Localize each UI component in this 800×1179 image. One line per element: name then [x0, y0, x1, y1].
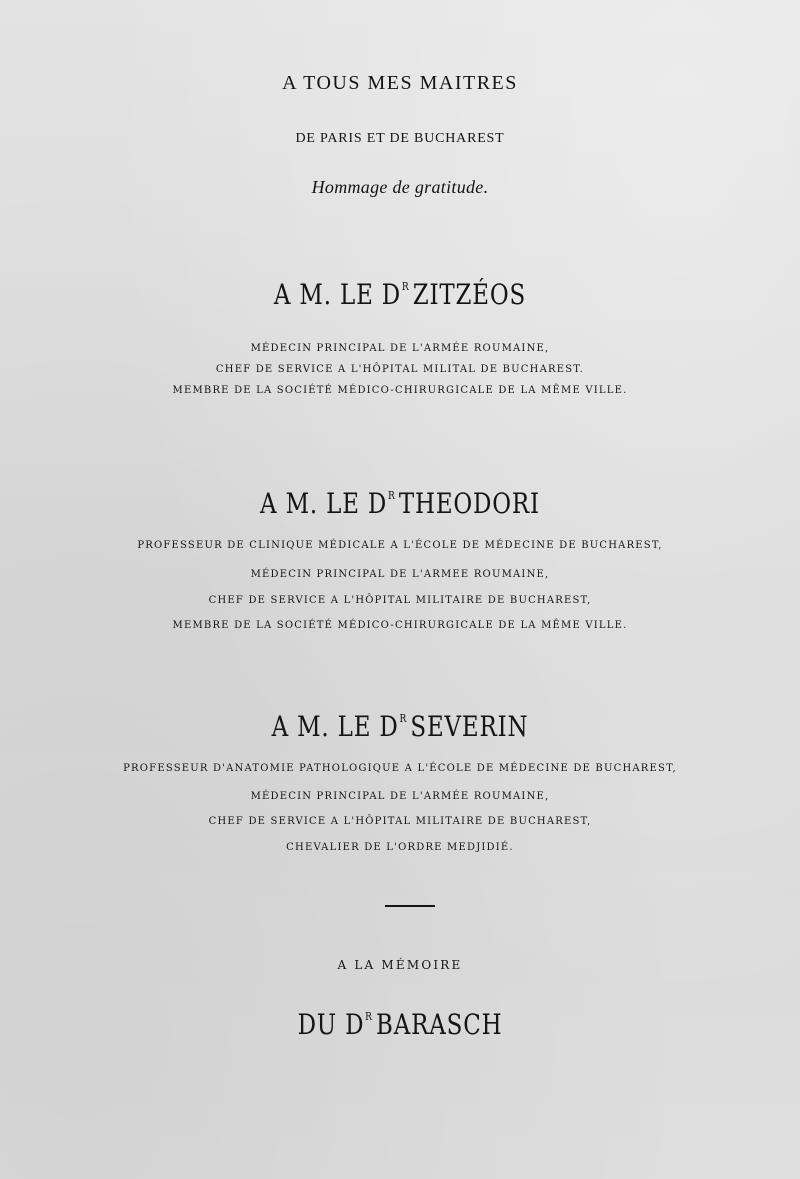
memorial-line: A LA MÉMOIRE — [337, 958, 463, 972]
dedicatee-surname: ZITZÉOS — [412, 278, 527, 311]
dedicatee-surname: SEVERIN — [410, 710, 529, 743]
dedicatee-1-title-2: CHEF DE SERVICE A L'HÔPITAL MILITAL DE BUCHAREST. — [215, 364, 585, 375]
dedicatee-sup: R — [387, 489, 396, 502]
dedicatee-3-title-3: CHEF DE SERVICE A L'HÔPITAL MILITAIRE DE BUCHAREST, — [208, 816, 592, 827]
dedicatee-prefix: A M. LE D — [271, 710, 399, 743]
dedicatee-name-2 — [72, 487, 728, 520]
dedicatee-2-title-3: CHEF DE SERVICE A L'HÔPITAL MILITAIRE DE BUCHAREST, — [208, 595, 592, 606]
memorial-surname: BARASCH — [376, 1008, 503, 1041]
dedicatee-sup: R — [399, 712, 408, 725]
dedicatee-prefix: A M. LE D — [273, 278, 401, 311]
dedicatee-1-title-1: MÉDECIN PRINCIPAL DE L'ARMÉE ROUMAINE, — [250, 343, 550, 354]
dedication-subheading: DE PARIS ET DE BUCHAREST — [295, 131, 505, 146]
dedicatee-name-1 — [72, 278, 728, 311]
dedicatee-name-3 — [72, 710, 728, 743]
dedicatee-3-title-2: MÉDECIN PRINCIPAL DE L'ARMÉE ROUMAINE, — [250, 791, 550, 802]
dedicatee-3-title-4: CHEVALIER DE L'ORDRE MEDJIDIÉ. — [286, 842, 514, 853]
memorial-sup: R — [365, 1010, 373, 1023]
dedicatee-3-title-1: PROFESSEUR D'ANATOMIE PATHOLOGIQUE A L'ÉCOLE DE MÉDECINE DE BUCHAREST, — [123, 763, 677, 774]
dedicatee-2-title-2: MÉDECIN PRINCIPAL DE L'ARMEE ROUMAINE, — [250, 569, 550, 580]
dedicatee-surname: THEODORI — [398, 487, 540, 520]
dedicatee-prefix: A M. LE D — [260, 487, 388, 520]
memorial-prefix: DU D — [297, 1008, 365, 1041]
dedicatee-2-title-4: MEMBRE DE LA SOCIÉTÉ MÉDICO-CHIRURGICALE DE LA MÊME VILLE. — [172, 620, 628, 631]
memorial-name — [72, 1008, 728, 1041]
dedicatee-1-title-3: MEMBRE DE LA SOCIÉTÉ MÉDICO-CHIRURGICALE DE LA MÊME VILLE. — [172, 385, 628, 396]
dedicatee-2-title-1: PROFESSEUR DE CLINIQUE MÉDICALE A L'ÉCOLE DE MÉDECINE DE BUCHAREST, — [137, 540, 663, 551]
section-divider — [385, 905, 435, 907]
dedicatee-sup: R — [401, 280, 410, 293]
hommage-line: Hommage de gratitude. — [311, 177, 489, 197]
dedication-heading: A TOUS MES MAITRES — [282, 72, 518, 94]
